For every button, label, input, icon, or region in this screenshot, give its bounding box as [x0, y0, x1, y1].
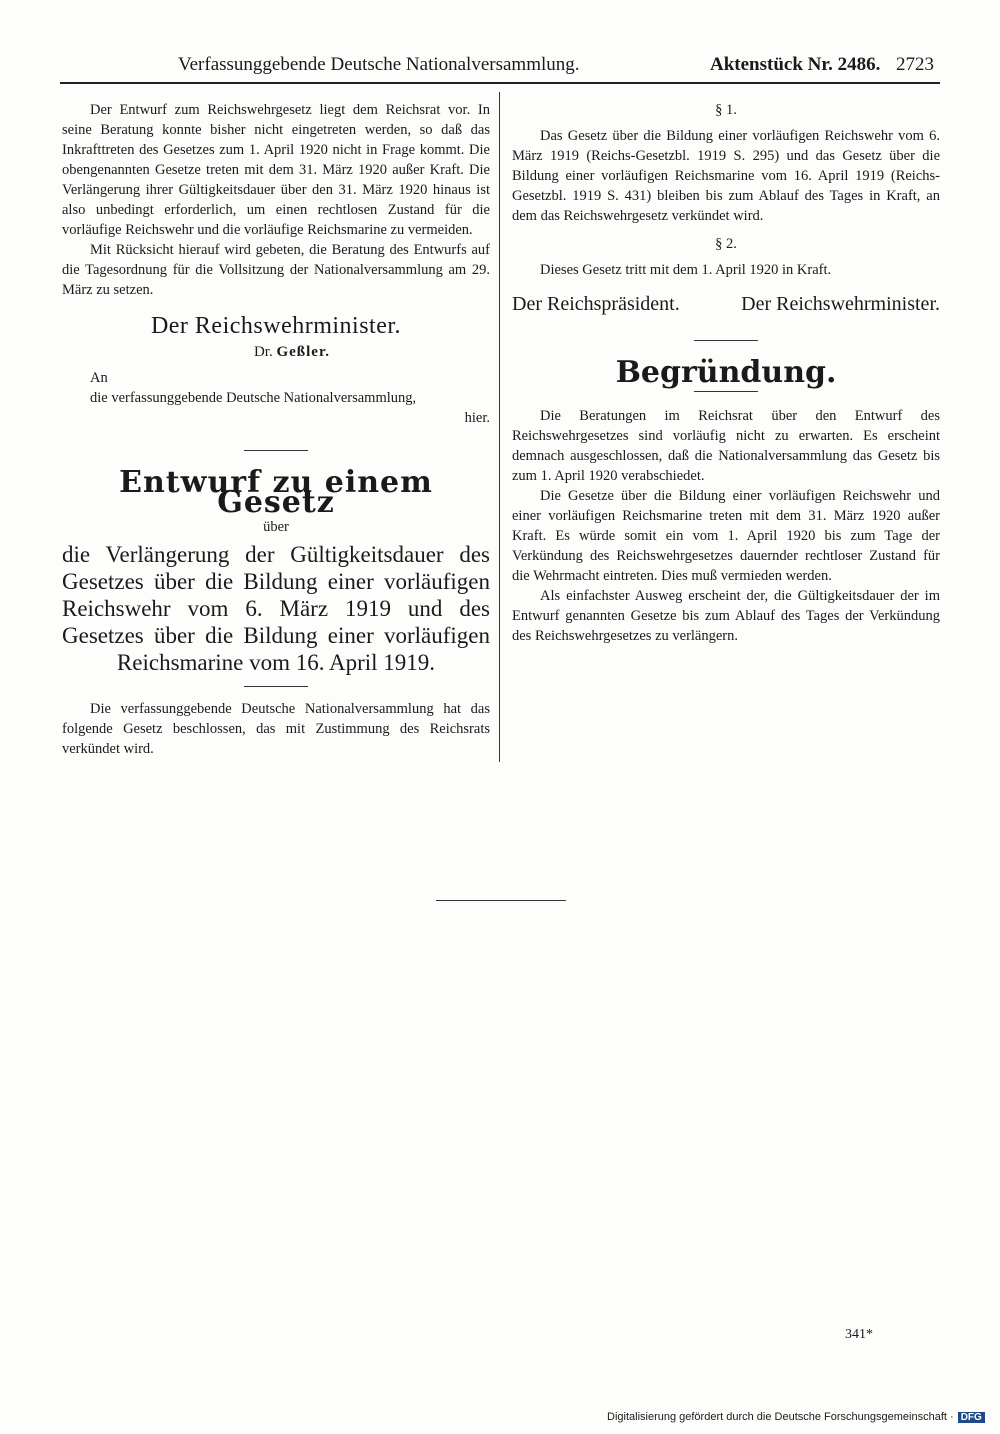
- signature-prefix: Dr.: [253, 344, 273, 360]
- section-label: § 2.: [715, 236, 737, 252]
- separator-rule: [694, 340, 758, 341]
- separator-rule: [694, 391, 758, 392]
- begruendung-paragraph: Die Gesetze über die Bildung einer vorläufigen Reichswehr und einer vorläufigen Reichsmarine treten mit dem 31. März 1920 außer Kraft. Es würde somit ein vom 1. April 1920 bis zum Tage der Verkündung des Reichswehrgesetzes dauernder rechtloser Zustand für die Wehrmacht eintreten. Dies muß vermieden werden.: [512, 488, 940, 584]
- signature-president: Der Reichspräsident.: [512, 293, 680, 315]
- page-number: 2723: [896, 54, 934, 75]
- begruendung-title: Begründung.: [615, 355, 837, 390]
- draft-ueber: über: [263, 519, 289, 535]
- separator-rule: [244, 450, 308, 451]
- separator-rule: [244, 686, 308, 687]
- dfg-logo: DFG: [958, 1412, 985, 1423]
- address-line: An: [90, 370, 108, 386]
- signature-title: Der Reichswehrminister.: [150, 313, 402, 339]
- sheet-number: 341*: [845, 1327, 873, 1342]
- left-paragraph: Mit Rücksicht hierauf wird gebeten, die Beratung des Entwurfs auf die Tagesordnung für die Vollsitzung der Nationalversammlung am 29. März zu setzen.: [62, 242, 490, 298]
- column-divider: [499, 92, 500, 762]
- signature-name: Geßler.: [276, 344, 330, 360]
- page-header: [60, 52, 940, 84]
- left-column: [62, 100, 490, 759]
- section-text: Das Gesetz über die Bildung einer vorläufigen Reichswehr vom 6. März 1919 (Reichs-Gesetzbl. 1919 S. 295) und das Gesetz über die Bildung einer vorläufigen Reichsmarine vom 16. April 1919 (Reichs-Gesetzbl. 1919 S. 431) bleiben bis zum Ablauf des Tages in Kraft, an dem das Reichswehrgesetz verkündet wird.: [512, 128, 940, 224]
- section-label: § 1.: [715, 102, 737, 118]
- draft-subtitle: die Verlängerung der Gültigkeitsdauer des Gesetzes über die Bildung einer vorläufigen Reichswehr vom 6. März 1919 und des Gesetzes über die Bildung einer vorläufigen Reichsmarine vom 16. April 1919.: [62, 542, 490, 675]
- digitization-footer: [607, 1411, 985, 1423]
- footer-text: Digitalisierung gefördert durch die Deutsche Forschungsgemeinschaft ·: [607, 1411, 954, 1423]
- address-line: hier.: [464, 410, 490, 426]
- document-number: Aktenstück Nr. 2486.: [710, 54, 881, 75]
- section-text: Dieses Gesetz tritt mit dem 1. April 1920 in Kraft.: [540, 262, 832, 278]
- header-title: Verfassunggebende Deutsche Nationalversammlung.: [178, 54, 580, 75]
- signature-pair: [512, 294, 940, 314]
- begruendung-paragraph: Als einfachster Ausweg erscheint der, die Gültigkeitsdauer der im Entwurf genannten Gesetze bis zum Ablauf des Tages der Verkündung des Reichswehrgesetzes zu verlängern.: [512, 588, 940, 644]
- end-rule: [436, 900, 566, 901]
- right-column: [512, 100, 940, 646]
- address-line: die verfassunggebende Deutsche Nationalversammlung,: [90, 390, 417, 406]
- begruendung-paragraph: Die Beratungen im Reichsrat über den Entwurf des Reichswehrgesetzes sind vorläufig nicht zu erwarten. Es erscheint demnach ausgeschlossen, daß die Nationalversammlung das Gesetz bis zum 1. April 1920 verabschiedet.: [512, 408, 940, 484]
- signature-minister: Der Reichswehrminister.: [741, 293, 940, 315]
- signature-name-line: [62, 342, 330, 362]
- draft-title: Entwurf zu einem Gesetz: [119, 465, 433, 520]
- draft-intro: Die verfassunggebende Deutsche Nationalversammlung hat das folgende Gesetz beschlossen, das mit Zustimmung des Reichsrats verkündet wird.: [62, 701, 490, 757]
- left-paragraph: Der Entwurf zum Reichswehrgesetz liegt dem Reichsrat vor. In seine Beratung konnte bisher nicht eingetreten werden, so daß das Inkrafttreten des Gesetzes zum 1. April 1920 nicht in Frage kommt. Die obengenannten Gesetze treten mit dem 31. März 1920 außer Kraft. Die Verlängerung ihrer Gültigkeitsdauer über den 31. März 1920 hinaus ist also unbedingt erforderlich, um einen rechtlosen Zustand für die vorläufige Reichswehr und die vorläufige Reichsmarine zu vermeiden.: [62, 102, 490, 238]
